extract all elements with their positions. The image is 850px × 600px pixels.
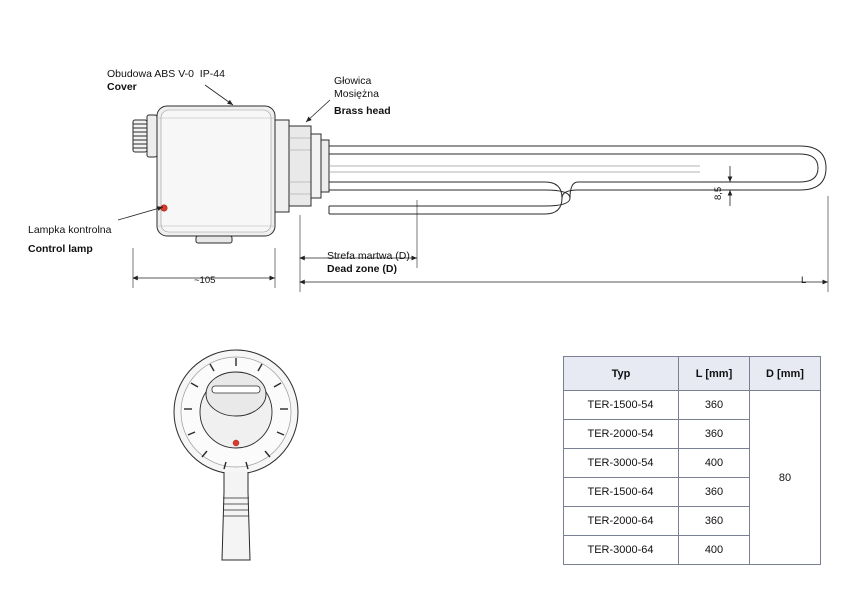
cell-length: 360: [679, 391, 750, 420]
brass-head: [275, 120, 329, 212]
cell-type: TER-2000-54: [564, 420, 679, 449]
cell-type: TER-1500-64: [564, 478, 679, 507]
dimension-total-length: L: [801, 275, 807, 286]
table-header-row: [564, 357, 821, 391]
cell-length: 360: [679, 507, 750, 536]
label-cover-pl: Obudowa ABS V-0 IP-44: [107, 68, 225, 80]
dimension-tube-diameter: 8,5: [713, 186, 724, 200]
heating-element: [329, 146, 826, 214]
label-deadzone-pl: Strefa martwa (D): [327, 250, 410, 262]
heater-assembly: [133, 106, 826, 243]
label-cover-en: Cover: [107, 81, 137, 93]
cell-type: TER-3000-54: [564, 449, 679, 478]
cell-length: 360: [679, 420, 750, 449]
cell-type: TER-2000-64: [564, 507, 679, 536]
label-head-en: Brass head: [334, 105, 391, 117]
cell-length: 360: [679, 478, 750, 507]
cell-type: TER-3000-64: [564, 536, 679, 565]
cable-gland: [133, 115, 157, 157]
cell-length: 400: [679, 449, 750, 478]
header-dead-zone: D [mm]: [750, 357, 821, 391]
header-length: L [mm]: [679, 357, 750, 391]
specification-table: [563, 356, 821, 565]
table-row: [564, 391, 821, 420]
cell-dead-zone: 80: [750, 391, 821, 565]
cell-length: 400: [679, 536, 750, 565]
abs-cover-body: [157, 106, 275, 243]
cell-type: TER-1500-54: [564, 391, 679, 420]
label-head-pl-line1: Głowica: [334, 75, 372, 87]
label-head-pl-line2: Mosiężna: [334, 88, 379, 100]
dimension-cover-width: ~105: [194, 275, 216, 286]
label-deadzone-en: Dead zone (D): [327, 263, 398, 275]
thermostat-front-view: [174, 350, 298, 560]
label-lamp-en: Control lamp: [28, 243, 93, 255]
label-lamp-pl: Lampka kontrolna: [28, 224, 112, 236]
header-type: Typ: [564, 357, 679, 391]
